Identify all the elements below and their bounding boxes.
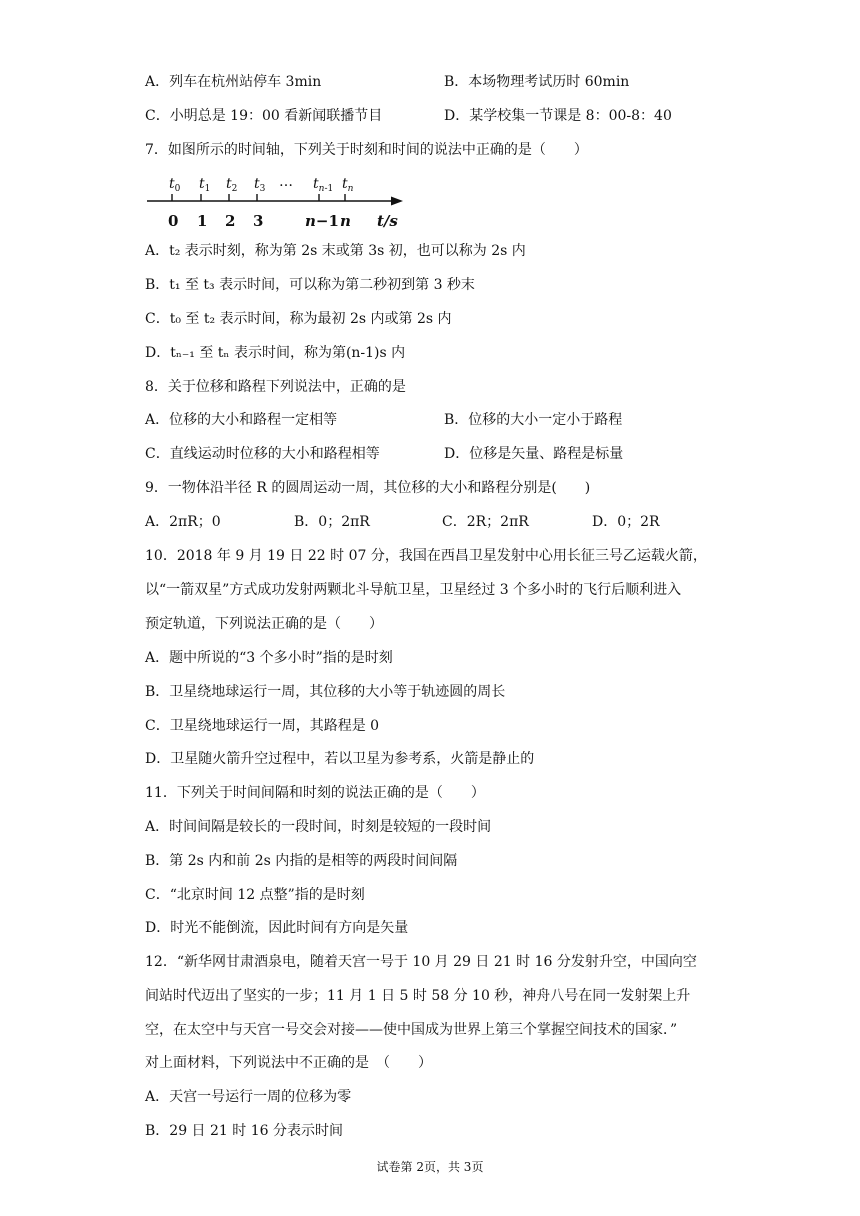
q11-option-b: B．第 2s 内和前 2s 内指的是相等的两段时间间隔 bbox=[145, 853, 458, 869]
q6-option-c: C．小明总是 19：00 看新闻联播节目 bbox=[145, 108, 383, 124]
q7-option-b: B．t₁ 至 t₃ 表示时间，可以称为第二秒初到第 3 秒末 bbox=[145, 277, 475, 293]
q11-option-d: D．时光不能倒流，因此时间有方向是矢量 bbox=[145, 920, 409, 936]
q12-stem-line1: 12．“新华网甘肃酒泉电，随着天宫一号于 10 月 29 日 21 时 16 分发射升空，中国向空 bbox=[145, 954, 697, 970]
q9-stem: 9．一物体沿半径 R 的圆周运动一周，其位移的大小和路程分别是( ) bbox=[145, 480, 591, 496]
q8-option-d: D．位移是矢量、路程是标量 bbox=[444, 446, 624, 462]
q10-stem-line1: 10．2018 年 9 月 19 日 22 时 07 分，我国在西昌卫星发射中心用长征三号乙运载火箭， bbox=[145, 548, 707, 564]
q8-option-b: B．位移的大小一定小于路程 bbox=[444, 412, 623, 428]
tick-top-t0: $t_0$ bbox=[169, 176, 181, 194]
tick-top-tn: $t_n$ bbox=[342, 176, 354, 194]
q11-option-a: A．时间间隔是较长的一段时间，时刻是较短的一段时间 bbox=[145, 819, 492, 835]
q10-option-d: D．卫星随火箭升空过程中，若以卫星为参考系，火箭是静止的 bbox=[145, 751, 535, 767]
tick-bottom-0: 0 bbox=[168, 212, 179, 230]
q12-option-a: A．天宫一号运行一周的位移为零 bbox=[145, 1089, 352, 1105]
tick-bottom-1: 1 bbox=[197, 212, 208, 230]
q10-stem-line3: 预定轨道，下列说法正确的是（ ） bbox=[145, 616, 383, 632]
q12-stem-line3: 空，在太空中与天宫一号交会对接——使中国成为世界上第三个掌握空间技术的国家．” bbox=[145, 1022, 678, 1038]
q6-option-d: D．某学校集一节课是 8：00-8：40 bbox=[444, 108, 672, 124]
tick-bottom-n-1: n−1 bbox=[305, 212, 339, 230]
tick-top-t3: $t_3$ bbox=[254, 176, 266, 194]
tick-bottom-2: 2 bbox=[225, 212, 236, 230]
tick-top-tn-1: $t_n-1$ bbox=[313, 176, 334, 194]
q10-option-b: B．卫星绕地球运行一周，其位移的大小等于轨迹圆的周长 bbox=[145, 684, 506, 700]
q7-stem: 7．如图所示的时间轴，下列关于时刻和时间的说法中正确的是（ ） bbox=[145, 142, 588, 158]
q10-option-a: A．题中所说的“3 个多小时”指的是时刻 bbox=[145, 650, 393, 666]
q8-option-a: A．位移的大小和路程一定相等 bbox=[145, 412, 338, 428]
q8-option-c: C．直线运动时位移的大小和路程相等 bbox=[145, 446, 380, 462]
q7-option-c: C．t₀ 至 t₂ 表示时间，称为最初 2s 内或第 2s 内 bbox=[145, 311, 452, 327]
q7-option-a: A．t₂ 表示时刻，称为第 2s 末或第 3s 初，也可以称为 2s 内 bbox=[145, 243, 526, 259]
tick-top-t2: $t_2$ bbox=[226, 176, 238, 194]
page-footer: 试卷第 2页，共 3页 bbox=[376, 1160, 484, 1174]
q6-option-a: A．列车在杭州站停车 3min bbox=[145, 74, 322, 90]
tick-bottom-3: 3 bbox=[253, 212, 264, 230]
q7-option-d: D．tₙ₋₁ 至 tₙ 表示时间，称为第(n-1)s 内 bbox=[145, 345, 406, 361]
q9-option-a: A．2πR；0 bbox=[145, 514, 221, 530]
q9-option-c: C．2R；2πR bbox=[442, 514, 529, 530]
q10-stem-line2: 以“一箭双星”方式成功发射两颗北斗导航卫星，卫星经过 3 个多小时的飞行后顺利进入 bbox=[145, 582, 682, 598]
tick-bottom-n: n bbox=[340, 212, 351, 230]
axis-unit-label: t/s bbox=[377, 212, 398, 230]
q9-option-d: D．0；2R bbox=[592, 514, 660, 530]
time-axis-arrow bbox=[391, 197, 403, 206]
q9-option-b: B．0；2πR bbox=[294, 514, 370, 530]
q10-option-c: C．卫星绕地球运行一周，其路程是 0 bbox=[145, 718, 380, 734]
tick-top-t1: $t_1$ bbox=[199, 176, 211, 194]
q12-stem-line2: 间站时代迈出了坚实的一步；11 月 1 日 5 时 58 分 10 秒，神舟八号在同一发射架上升 bbox=[145, 988, 691, 1004]
q6-option-b: B．本场物理考试历时 60min bbox=[444, 74, 630, 90]
q11-option-c: C．“北京时间 12 点整”指的是时刻 bbox=[145, 887, 365, 903]
q8-stem: 8．关于位移和路程下列说法中，正确的是 bbox=[145, 379, 406, 395]
t0-text: t bbox=[169, 176, 175, 192]
time-axis-diagram bbox=[145, 168, 405, 230]
q12-stem-line4: 对上面材料，下列说法中不正确的是 （ ） bbox=[145, 1055, 432, 1071]
tick-top-ellipsis: … bbox=[279, 174, 293, 190]
q11-stem: 11．下列关于时间间隔和时刻的说法正确的是（ ） bbox=[145, 785, 485, 801]
q12-option-b: B．29 日 21 时 16 分表示时间 bbox=[145, 1123, 343, 1139]
